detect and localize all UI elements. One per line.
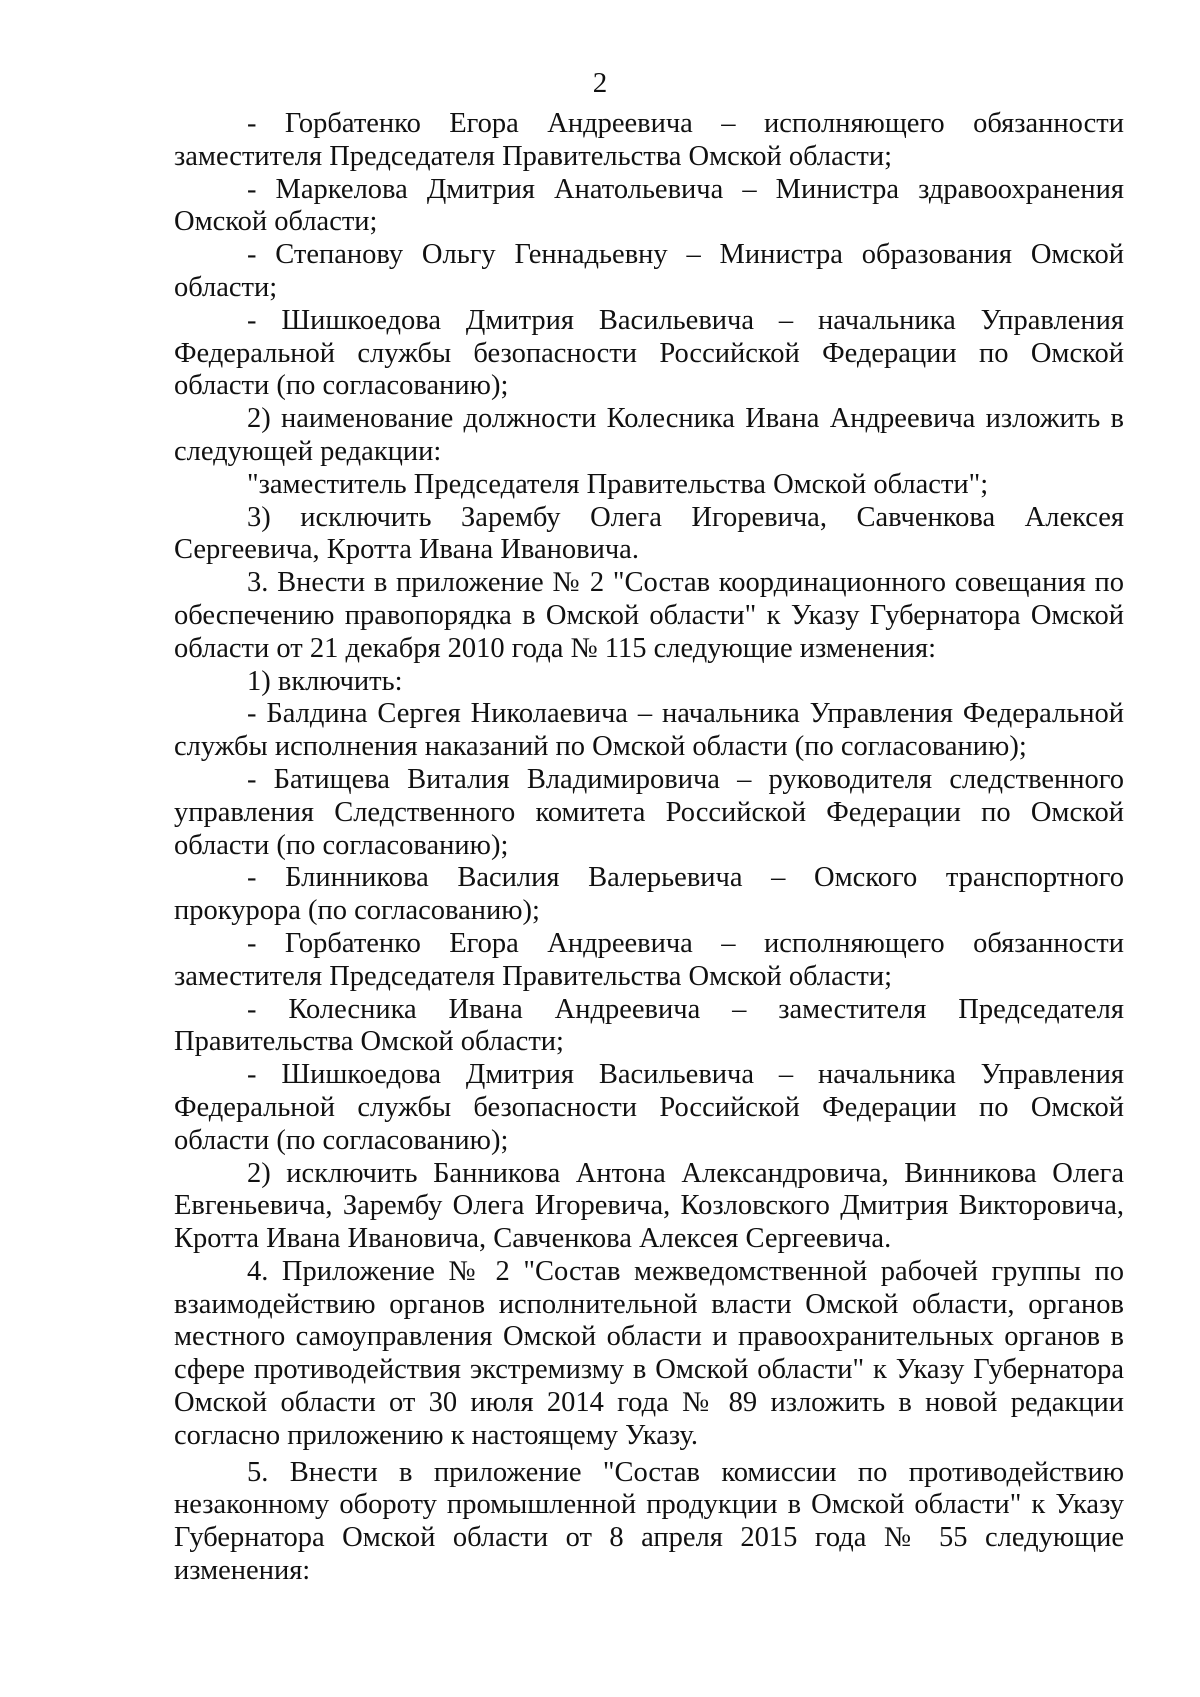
- paragraph-exclude-list: 2) исключить Банникова Антона Александровича, Винникова Олега Евгеньевича, Зарембу Олега Игоревича, Козловского Дмитрия Викторовича, Кротта Ивана Ивановича, Савченкова Алексея Сергеевича.: [174, 1157, 1124, 1255]
- paragraph-gorbatenko-2: - Горбатенко Егора Андреевича – исполняющего обязанности заместителя Председателя Правительства Омской области;: [174, 927, 1124, 992]
- paragraph-blinnikov: - Блинникова Василия Валерьевича – Омского транспортного прокурора (по согласованию);: [174, 862, 1124, 927]
- paragraph-batishchev: - Батищева Виталия Владимировича – руководителя следственного управления Следственного комитета Российской Федерации по Омской области (по согласованию);: [174, 763, 1124, 861]
- page-number: 2: [592, 67, 608, 99]
- paragraph-item-3-exclude: 3) исключить Зарембу Олега Игоревича, Савченкова Алексея Сергеевича, Кротта Ивана Ивановича.: [174, 501, 1124, 566]
- paragraph-shishkoedov-2: - Шишкоедова Дмитрия Васильевича – начальника Управления Федеральной службы безопасности Российской Федерации по Омской области (по согласованию);: [174, 1059, 1124, 1156]
- paragraph-kolesnik: - Колесника Ивана Андреевича – заместителя Председателя Правительства Омской области;: [174, 993, 1124, 1058]
- paragraph-gorbatenko-1: - Горбатенко Егора Андреевича – исполняющего обязанности заместителя Председателя Правительства Омской области;: [174, 108, 1124, 172]
- paragraph-markelov: - Маркелова Дмитрия Анатольевича – Министра здравоохранения Омской области;: [174, 173, 1124, 238]
- paragraph-section-5: 5. Внести в приложение "Состав комиссии по противодействию незаконному обороту промышленной продукции в Омской области" к Указу Губернатора Омской области от 8 апреля 2015 года № 55 следующие изменения:: [174, 1456, 1124, 1587]
- paragraph-shishkoedov-1: - Шишкоедова Дмитрия Васильевича – начальника Управления Федеральной службы безопасности Российской Федерации по Омской области (по согласованию);: [174, 304, 1124, 402]
- paragraph-item-2-rename: 2) наименование должности Колесника Ивана Андреевича изложить в следующей редакции:: [174, 403, 1124, 467]
- paragraph-new-title: "заместитель Председателя Правительства Омской области";: [247, 468, 989, 500]
- paragraph-include: 1) включить:: [247, 665, 403, 697]
- paragraph-baldin: - Балдина Сергея Николаевича – начальника Управления Федеральной службы исполнения наказаний по Омской области (по согласованию);: [174, 698, 1124, 763]
- document-body: [174, 108, 1124, 1588]
- paragraph-section-3: 3. Внести в приложение № 2 "Состав координационного совещания по обеспечению правопорядка в Омской области" к Указу Губернатора Омской области от 21 декабря 2010 года № 115 следующие изменения:: [174, 567, 1124, 664]
- paragraph-section-4: 4. Приложение № 2 "Состав межведомственной рабочей группы по взаимодействию органов исполнительной власти Омской области, органов местного самоуправления Омской области и правоохранительных органов в сфере противодействия экстремизму в Омской области" к Указу Губернатора Омской области от 30 июля 2014 года № 89 изложить в новой редакции согласно приложению к настоящему Указу.: [174, 1255, 1124, 1451]
- paragraph-stepanova: - Степанову Ольгу Геннадьевну – Министра образования Омской области;: [174, 239, 1124, 303]
